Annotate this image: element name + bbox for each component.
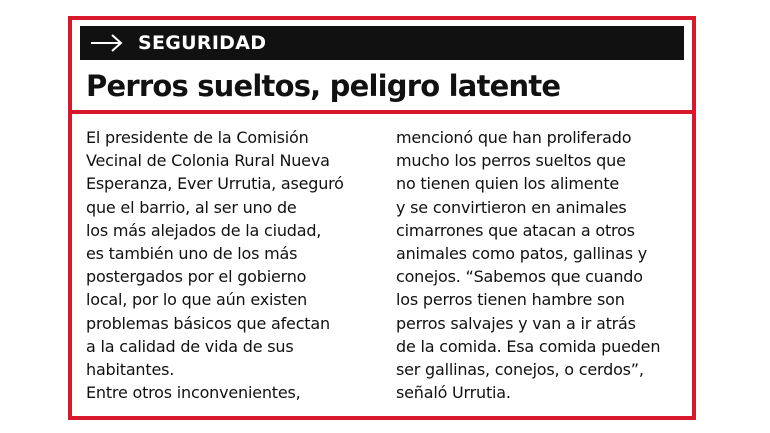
text-line: ser gallinas, conejos, o cerdos”,: [396, 360, 644, 380]
article-body: [72, 114, 692, 416]
section-kicker-bar: [80, 26, 684, 60]
text-line: local, por lo que aún existen: [86, 290, 308, 310]
text-line: conejos. “Sabemos que cuando: [396, 267, 643, 287]
text-line: problemas básicos que afectan: [86, 313, 330, 333]
text-line: que el barrio, al ser uno de: [86, 197, 297, 217]
text-line: perros salvajes y van a ir atrás: [396, 313, 636, 333]
text-line: Esperanza, Ever Urrutia, aseguró: [86, 174, 344, 194]
text-line: es también uno de los más: [86, 244, 298, 264]
text-line: y se convirtieron en animales: [396, 197, 627, 217]
text-line: los más alejados de la ciudad,: [86, 220, 322, 240]
text-line: los perros tienen hambre son: [396, 290, 625, 310]
text-line: animales como patos, gallinas y: [396, 244, 648, 264]
right-column: [396, 126, 686, 404]
text-line: señaló Urrutia.: [396, 383, 511, 403]
text-line: mencionó que han proliferado: [396, 128, 632, 147]
text-line: postergados por el gobierno: [86, 267, 307, 287]
headline: Perros sueltos, peligro latente: [86, 69, 561, 103]
section-label: SEGURIDAD: [138, 32, 267, 54]
text-line: habitantes.: [86, 360, 175, 380]
text-line: El presidente de la Comisión: [86, 128, 309, 147]
text-line: Vecinal de Colonia Rural Nueva: [86, 151, 330, 171]
text-line: Entre otros inconvenientes,: [86, 383, 301, 403]
arrow-right-icon: [90, 33, 126, 53]
text-line: a la calidad de vida de sus: [86, 336, 294, 356]
text-line: cimarrones que atacan a otros: [396, 220, 635, 240]
article-frame: [68, 16, 696, 420]
text-line: mucho los perros sueltos que: [396, 151, 626, 171]
text-line: de la comida. Esa comida pueden: [396, 336, 661, 356]
text-line: no tienen quien los alimente: [396, 174, 620, 194]
article-header: [72, 20, 692, 114]
left-column: [86, 126, 376, 404]
